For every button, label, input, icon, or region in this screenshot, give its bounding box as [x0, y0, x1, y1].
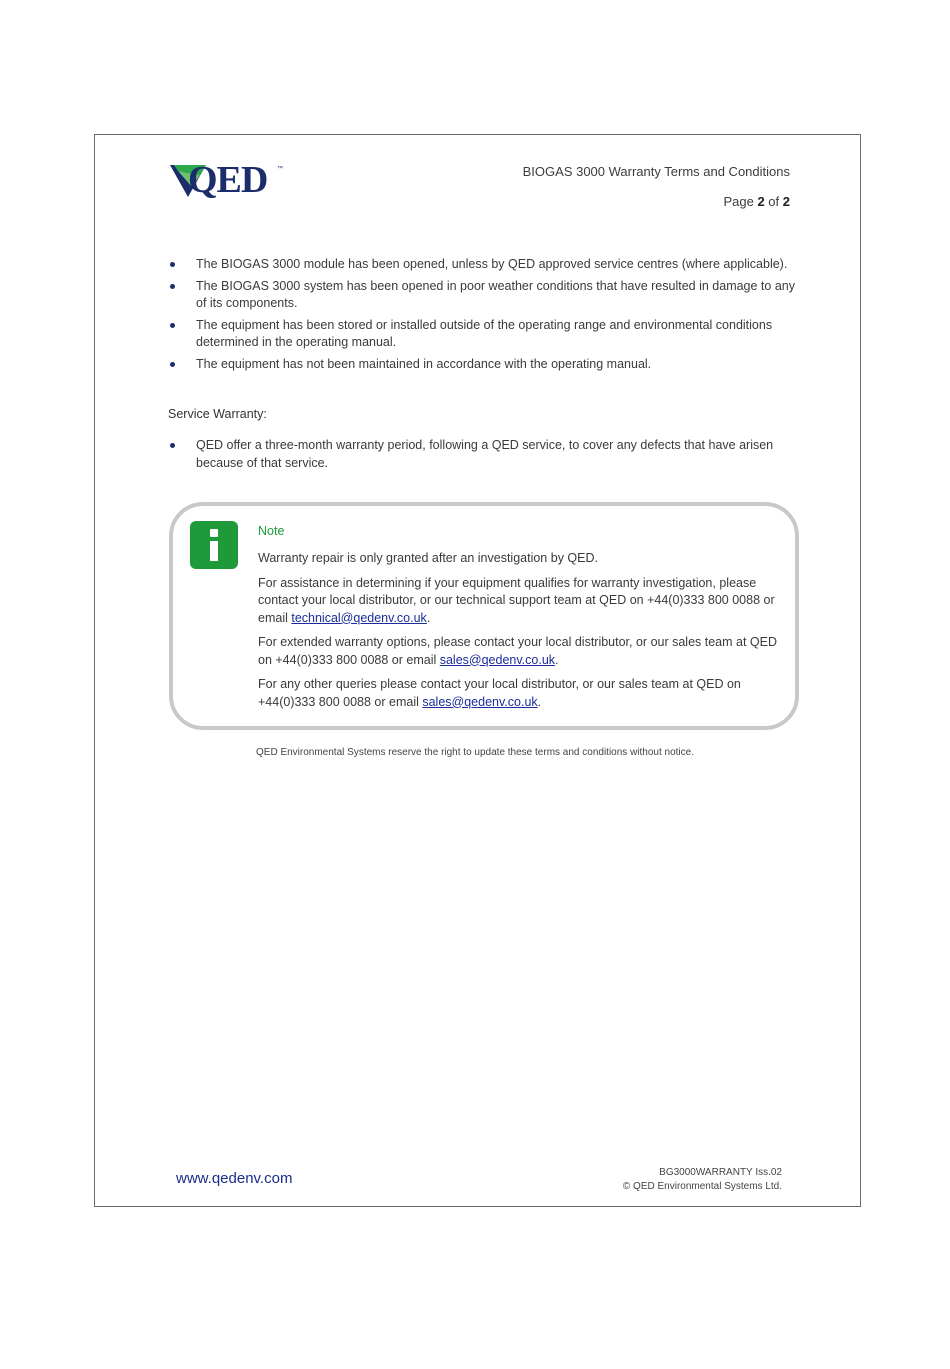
note-title: Note [258, 524, 285, 538]
list-item: The equipment has not been maintained in accordance with the operating manual. [168, 356, 798, 374]
note-paragraph: For extended warranty options, please contact your local distributor, or our sales team at QED on +44(0)333 800 0088 or email sales@qedenv.co.uk. [258, 635, 778, 667]
note-line: Warranty repair is only granted after an investigation by QED. [258, 551, 598, 565]
note-body [258, 550, 786, 718]
page-number: Page 2 of 2 [723, 194, 790, 209]
list-item: The equipment has been stored or installed outside of the operating range and environmental conditions determined in the operating manual. [168, 317, 798, 352]
note-paragraph: For any other queries please contact your local distributor, or our sales team at QED on +44(0)333 800 0088 or email sales@qedenv.co.uk. [258, 677, 741, 709]
logo-trademark: ™ [277, 166, 283, 172]
document-title: BIOGAS 3000 Warranty Terms and Conditions [522, 164, 790, 179]
sales-email-link[interactable]: sales@qedenv.co.uk [422, 694, 538, 709]
info-icon [190, 521, 238, 569]
technical-email-link[interactable]: technical@qedenv.co.uk [291, 610, 427, 625]
sales-email-link[interactable]: sales@qedenv.co.uk [439, 652, 556, 667]
disclaimer: QED Environmental Systems reserve the right to update these terms and conditions without notice. [256, 747, 694, 758]
list-item: QED offer a three-month warranty period, following a QED service, to cover any defects that have arisen because of that service. [168, 437, 798, 472]
list-item: The BIOGAS 3000 module has been opened, unless by QED approved service centres (where applicable). [168, 256, 798, 274]
service-warranty-heading: Service Warranty: [168, 407, 267, 421]
bullet-icon [170, 362, 175, 367]
bullet-icon [170, 323, 175, 328]
footer-document-info [623, 1166, 782, 1194]
copyright: © QED Environmental Systems Ltd. [622, 1181, 782, 1192]
logo-text: QED [188, 159, 268, 201]
list-item: The BIOGAS 3000 system has been opened in poor weather conditions that have resulted in damage to any of its components. [168, 278, 798, 313]
website-link[interactable]: www.qedenv.com [176, 1170, 293, 1187]
note-paragraph: For assistance in determining if your equipment qualifies for warranty investigation, please contact your local distributor, or our technical support team at QED on +44(0)333 800 0088 or email technical@qedenv.co.uk. [258, 575, 775, 625]
exclusions-list [168, 256, 798, 377]
bullet-icon [170, 284, 175, 289]
bullet-icon [170, 443, 175, 448]
document-code: BG3000WARRANTY Iss.02 [659, 1167, 782, 1178]
service-warranty-list [168, 437, 798, 476]
bullet-icon [170, 262, 175, 267]
